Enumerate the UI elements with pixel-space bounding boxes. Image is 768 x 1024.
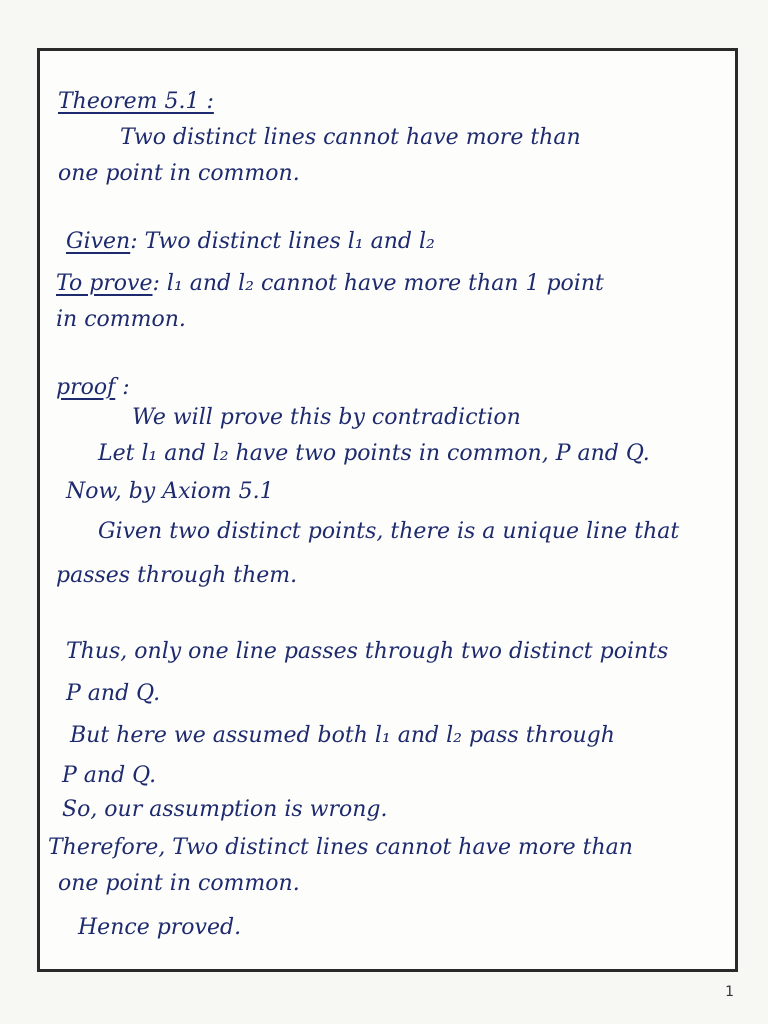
given-line — [66, 228, 435, 256]
given-label: Given — [66, 229, 131, 254]
proof-heading — [56, 374, 130, 402]
theorem-title: Theorem 5.1 : — [58, 89, 214, 114]
proof-line: So, our assumption is wrong. — [62, 797, 388, 822]
proof-line: P and Q. — [66, 681, 161, 706]
proof-line: Let l₁ and l₂ have two points in common, P and Q. — [98, 441, 650, 466]
to-prove-text: : l₁ and l₂ cannot have more than 1 point — [152, 271, 604, 296]
proof-line: Given two distinct points, there is a unique line that — [98, 519, 680, 544]
statement-line-1: Two distinct lines cannot have more than — [120, 125, 581, 150]
proof-line: We will prove this by contradiction — [132, 405, 521, 430]
proof-line: one point in common. — [58, 871, 300, 896]
proof-label: proof — [56, 375, 116, 400]
proof-line: passes through them. — [56, 563, 298, 588]
proof-line: Now, by Axiom 5.1 — [66, 479, 274, 504]
statement-line-2: one point in common. — [58, 161, 300, 186]
given-text: : Two distinct lines l₁ and l₂ — [130, 229, 435, 254]
page-number: 1 — [725, 984, 734, 1000]
to-prove-label: To prove — [56, 271, 153, 296]
proof-line: P and Q. — [62, 763, 157, 788]
proof-line: But here we assumed both l₁ and l₂ pass through — [70, 723, 615, 748]
to-prove-line — [56, 270, 604, 298]
proof-colon: : — [115, 375, 130, 400]
to-prove-line-2: in common. — [56, 307, 186, 332]
proof-line: Thus, only one line passes through two distinct points — [66, 639, 669, 664]
proof-line: Therefore, Two distinct lines cannot have more than — [48, 835, 633, 860]
theorem-title-line — [58, 88, 214, 116]
proof-line: Hence proved. — [78, 915, 242, 940]
